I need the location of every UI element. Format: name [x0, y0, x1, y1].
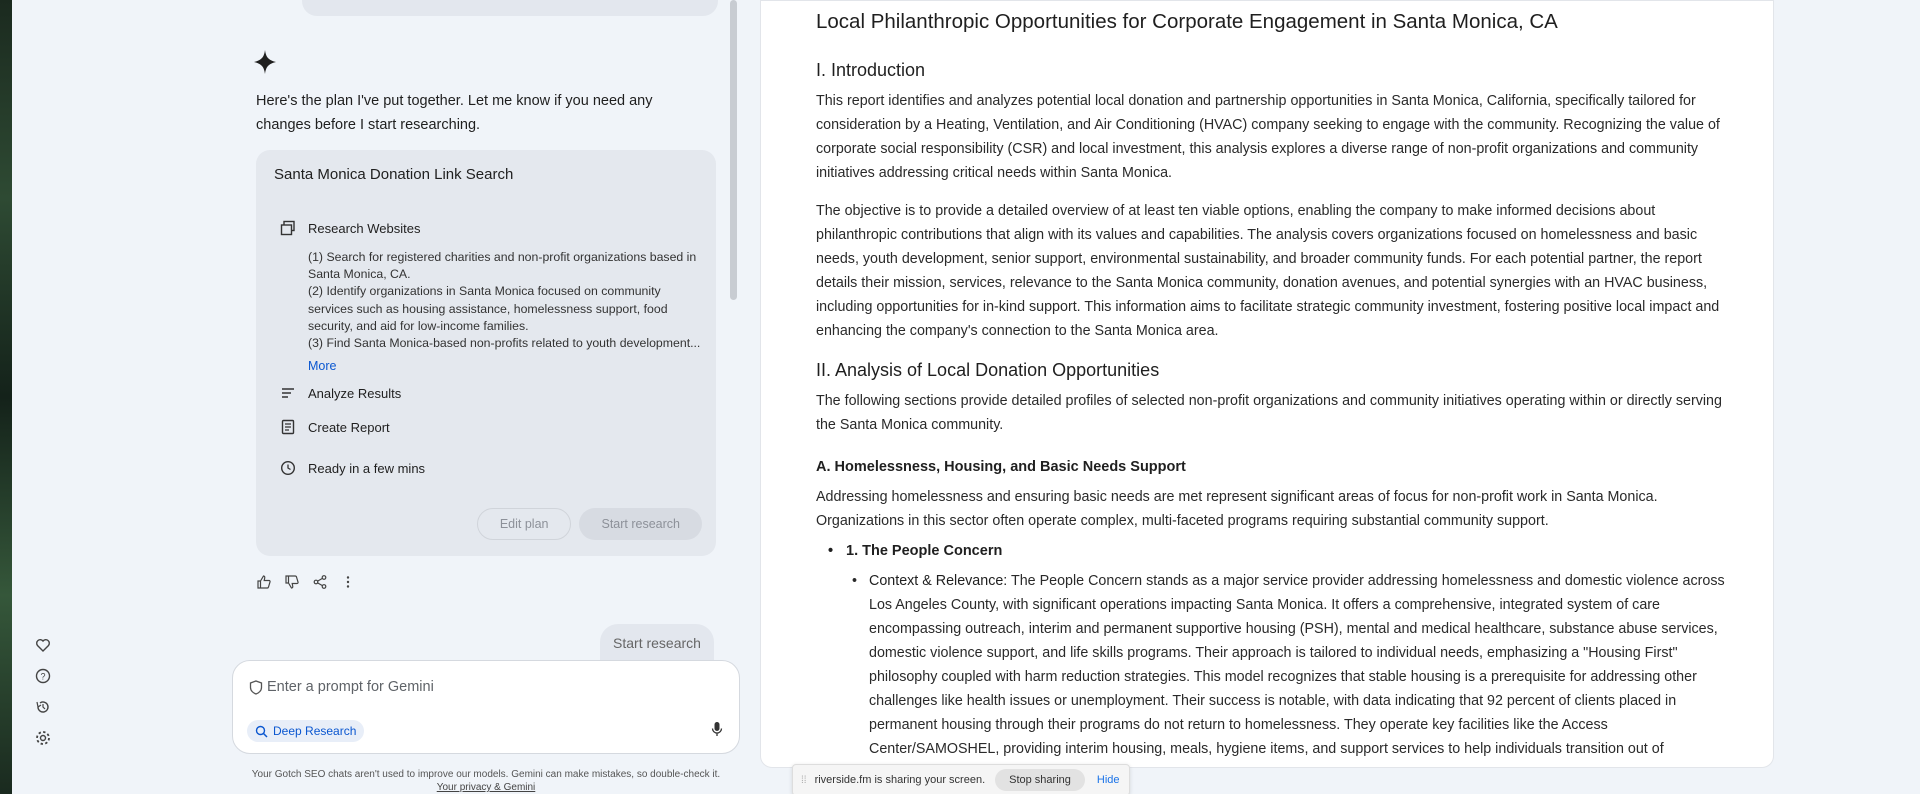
thumbs-up-icon[interactable] [256, 574, 272, 590]
activity-icon[interactable] [34, 698, 52, 716]
analysis-heading: II. Analysis of Local Donation Opportunities [816, 360, 1160, 380]
org-context-label: Context & Relevance: [869, 573, 1008, 589]
analysis-paragraph: The following sections provide detailed profiles of selected non-profit organizations and community initiatives operating within or directly serving the Santa Monica community. [816, 393, 1722, 433]
more-options-icon[interactable] [340, 574, 356, 590]
step-report-label: Create Report [308, 419, 390, 435]
research-websites-icon [280, 220, 296, 236]
research-plan-card [256, 150, 716, 556]
clock-icon [280, 460, 296, 476]
org-title: • 1. The People Concern [816, 539, 1726, 563]
step-research-websites [280, 220, 420, 236]
microphone-icon[interactable] [711, 721, 723, 737]
plan-actions [477, 508, 702, 540]
share-icon[interactable] [312, 574, 328, 590]
chat-scrollbar[interactable] [730, 0, 737, 300]
assistant-intro-text: Here's the plan I've put together. Let me know if you need any changes before I start researching. [256, 93, 653, 133]
privacy-link[interactable]: Your privacy & Gemini [436, 782, 536, 793]
deep-research-icon [255, 725, 268, 738]
deep-research-chip[interactable] [247, 720, 364, 742]
section-a-heading: A. Homelessness, Housing, and Basic Needs Support [816, 459, 1186, 475]
section-a-paragraph: Addressing homelessness and ensuring basic needs are met represent significant areas of focus for non-profit work in Santa Monica. Organizations in this sector often operate complex, multi-faceted programs requiring substantial community support. [816, 489, 1658, 529]
gemini-spark-icon [254, 50, 276, 74]
previous-user-message [302, 0, 718, 16]
settings-icon[interactable] [34, 729, 52, 747]
edit-plan-button[interactable]: Edit plan [477, 508, 572, 540]
report-content [816, 7, 1726, 761]
plan-step-line: Santa Monica, CA. [308, 267, 411, 282]
plan-step-line: security, and aid for low-income families. [308, 318, 529, 333]
deep-research-label: Deep Research [273, 724, 357, 738]
stop-sharing-button[interactable]: Stop sharing [995, 769, 1085, 791]
disclaimer [232, 768, 740, 794]
prompt-input[interactable] [267, 675, 707, 699]
report-title: Local Philanthropic Opportunities for Corporate Engagement in Santa Monica, CA [816, 10, 1558, 33]
org-context [816, 569, 1726, 761]
disclaimer-text: Your Gotch SEO chats aren't used to improve our models. Gemini can make mistakes, so double-check it. [251, 769, 721, 780]
plan-step-line: services such as housing assistance, homelessness support, food [308, 301, 668, 316]
create-report-icon [280, 419, 296, 435]
saved-info-icon[interactable] [34, 636, 52, 654]
plan-step-line: (3) Find Santa Monica-based non-profits related to youth development... [308, 336, 701, 351]
ready-label: Ready in a few mins [308, 460, 426, 476]
plan-steps-list [308, 249, 703, 352]
intro-heading: I. Introduction [816, 60, 926, 80]
analyze-results-icon [280, 385, 296, 401]
plan-title: Santa Monica Donation Link Search [274, 166, 514, 183]
help-icon[interactable] [34, 667, 52, 685]
plan-step-line: (1) Search for registered charities and non-profit organizations based in [308, 250, 697, 264]
step-create-report [280, 419, 390, 435]
hide-link[interactable]: Hide [1096, 774, 1120, 786]
drag-handle-icon[interactable]: ⁞⁞ [801, 774, 807, 786]
share-message: riverside.fm is sharing your screen. [814, 774, 986, 786]
shield-icon [249, 680, 263, 695]
chat-panel [74, 0, 744, 794]
plan-step-line: (2) Identify organizations in Santa Monica focused on community [308, 284, 661, 299]
screen-share-bar [792, 764, 1130, 794]
step-research-label: Research Websites [308, 220, 421, 236]
report-panel [760, 0, 1774, 768]
start-research-button[interactable]: Start research [579, 508, 702, 540]
more-steps-link[interactable]: More [308, 359, 337, 373]
thumbs-down-icon[interactable] [284, 574, 300, 590]
org-context-text: The People Concern stands as a major service provider addressing homelessness and domestic violence across Los Angeles County, with significant operations impacting Santa Monica. It offers a comprehensive, integrated system of care encompassing outreach, interim and permanent supportive housing (PSH), mental and medical healthcare, substance abuse services, domestic violence support, and life skills programs. Their approach is tailored to individual needs, emphasizing a "Housing First" philosophy coupled with harm reduction strategies. This model recognizes that stable housing is a prerequisite for addressing other challenges like health issues or unemployment. Their success is notable, with data indicating that 92 percent of clients placed in permanent housing through their programs do not return to homelessness. They operate key facilities like the Access Center/SAMOSHEL, providing interim housing, meals, hygiene items, and support services to help individuals transition out of [869, 573, 1725, 757]
step-analyze-label: Analyze Results [308, 385, 402, 401]
ready-estimate [280, 460, 425, 476]
prompt-box [232, 660, 740, 754]
intro-paragraph: The objective is to provide a detailed overview of at least ten viable options, enabling the company to make informed decisions about philanthropic contributions that align with its values and capabilities. The analysis covers organizations focused on homelessness and basic needs, youth development, senior support, environmental sustainability, and broader community funds. For each potential partner, the report details their mission, services, relevance to the Santa Monica community, donation avenues, and potential synergies with an HVAC business, including opportunities for in-kind support. This information aims to facilitate strategic community investment, fostering positive local impact and enhancing the company's connection to the Santa Monica area. [816, 203, 1720, 339]
svg-text:?: ? [40, 671, 46, 682]
step-analyze-results [280, 385, 401, 401]
user-message-bubble: Start research [600, 624, 714, 662]
response-actions [256, 574, 356, 590]
intro-paragraph: This report identifies and analyzes potential local donation and partnership opportunities in Santa Monica, California, specifically tailored for consideration by a Heating, Ventilation, and Air Conditioning (HVAC) company seeking to engage with the community. Recognizing the value of corporate social responsibility (CSR) and local investment, this analysis explores a diverse range of non-profit organizations and community initiatives addressing critical needs within Santa Monica. [816, 93, 1720, 181]
sidebar [12, 0, 74, 794]
desktop-background-strip [0, 0, 12, 794]
